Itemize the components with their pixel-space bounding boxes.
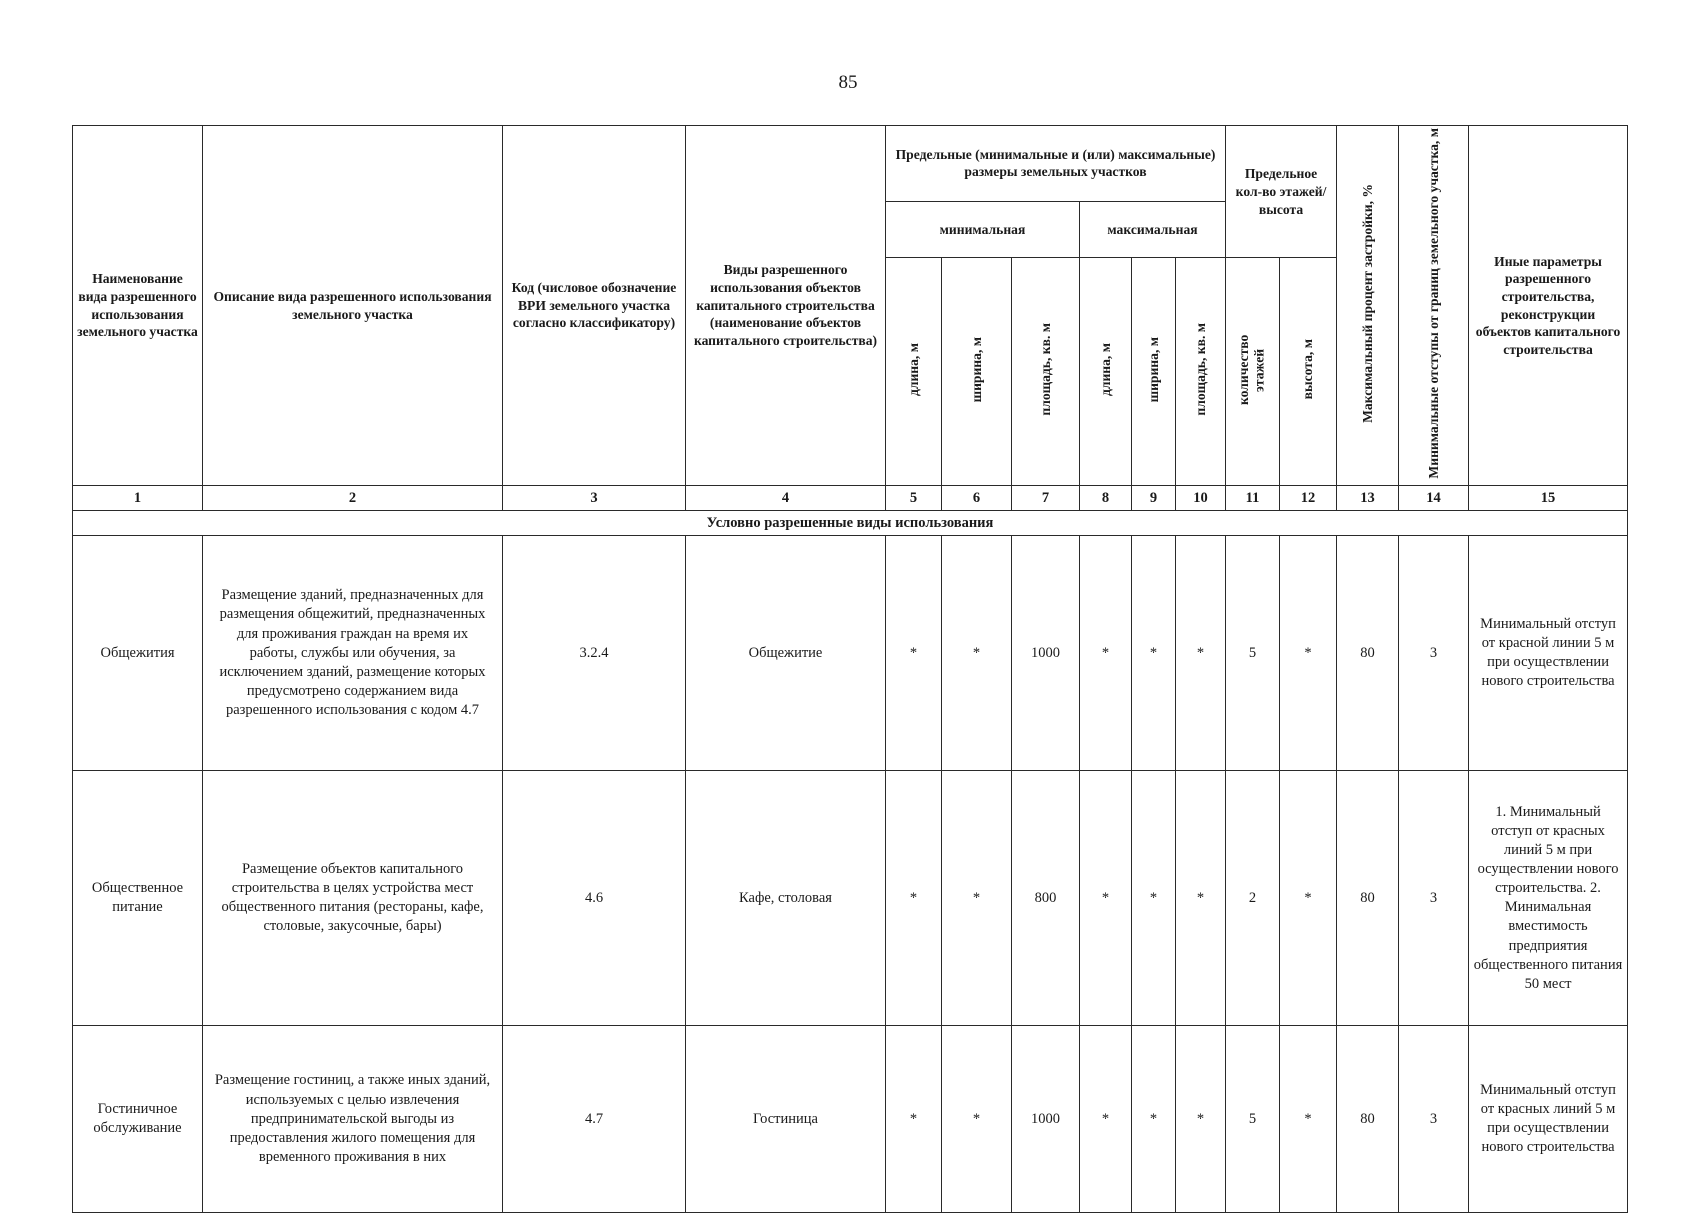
header-row-1 — [73, 126, 1628, 202]
cell-name: Гостиничное обслуживание — [73, 1026, 203, 1213]
column-number: 9 — [1132, 486, 1176, 511]
cell-other: 1. Минимальный отступ от красных линий 5 м при осуществлении нового строительства. 2. Минимальная вместимость предприятия общественного питания 50 мест — [1469, 771, 1628, 1026]
cell-height: * — [1280, 771, 1337, 1026]
header-other-params: Иные параметры разрешенного строительства, реконструкции объектов капитального строительства — [1469, 126, 1628, 486]
cell-other: Минимальный отступ от красных линий 5 м при осуществлении нового строительства — [1469, 1026, 1628, 1213]
column-numbers-row — [73, 486, 1628, 511]
header-min-area-label: площадь, кв. м — [1037, 323, 1053, 416]
cell-min-setback: 3 — [1399, 771, 1469, 1026]
cell-min-setback: 3 — [1399, 1026, 1469, 1213]
header-max-percent — [1337, 126, 1399, 486]
page-number: 85 — [838, 72, 858, 93]
header-min-width-label: ширина, м — [968, 336, 984, 403]
cell-max-length: * — [1080, 536, 1132, 771]
column-number: 6 — [942, 486, 1012, 511]
cell-min-length: * — [886, 1026, 942, 1213]
cell-max-percent: 80 — [1337, 1026, 1399, 1213]
cell-description: Размещение гостиниц, а также иных зданий, используемых с целью извлечения предпринимательской выгоды из предоставления жилого помещения для временного проживания в них — [203, 1026, 503, 1213]
header-max-width — [1132, 258, 1176, 486]
cell-name: Общежития — [73, 536, 203, 771]
header-max-area — [1176, 258, 1226, 486]
header-min-area — [1012, 258, 1080, 486]
cell-min-setback: 3 — [1399, 536, 1469, 771]
column-number: 13 — [1337, 486, 1399, 511]
cell-height: * — [1280, 536, 1337, 771]
column-number: 11 — [1226, 486, 1280, 511]
header-max-percent-label: Максимальный процент застройки, % — [1359, 183, 1375, 423]
cell-max-width: * — [1132, 1026, 1176, 1213]
header-floors-count-label: количество этажей — [1235, 334, 1267, 405]
cell-min-area: 800 — [1012, 771, 1080, 1026]
column-number: 3 — [503, 486, 686, 511]
cell-max-length: * — [1080, 771, 1132, 1026]
cell-floors: 5 — [1226, 1026, 1280, 1213]
header-min-setback — [1399, 126, 1469, 486]
header-max-length — [1080, 258, 1132, 486]
header-floors-count — [1226, 258, 1280, 486]
header-min-length — [886, 258, 942, 486]
cell-other: Минимальный отступ от красной линии 5 м при осуществлении нового строительства — [1469, 536, 1628, 771]
cell-min-width: * — [942, 1026, 1012, 1213]
column-number: 14 — [1399, 486, 1469, 511]
cell-object-type: Кафе, столовая — [686, 771, 886, 1026]
header-group-sizes: Предельные (минимальные и (или) максимальные) размеры земельных участков — [886, 126, 1226, 202]
section-title-row — [73, 511, 1628, 536]
cell-name: Общественное питание — [73, 771, 203, 1026]
cell-max-width: * — [1132, 536, 1176, 771]
column-number: 2 — [203, 486, 503, 511]
header-min-width — [942, 258, 1012, 486]
section-title: Условно разрешенные виды использования — [73, 511, 1628, 536]
cell-min-width: * — [942, 536, 1012, 771]
cell-max-percent: 80 — [1337, 771, 1399, 1026]
cell-object-type: Общежитие — [686, 536, 886, 771]
cell-object-type: Гостиница — [686, 1026, 886, 1213]
cell-code: 3.2.4 — [503, 536, 686, 771]
header-group-floors: Предельное кол-во этажей/высота — [1226, 126, 1337, 258]
cell-max-area: * — [1176, 1026, 1226, 1213]
cell-max-area: * — [1176, 536, 1226, 771]
header-code: Код (числовое обозначение ВРИ земельного участка согласно классификатору) — [503, 126, 686, 486]
cell-min-length: * — [886, 536, 942, 771]
header-max-width-label: ширина, м — [1145, 336, 1161, 403]
column-number: 10 — [1176, 486, 1226, 511]
table-row — [73, 1026, 1628, 1213]
column-number: 12 — [1280, 486, 1337, 511]
cell-max-width: * — [1132, 771, 1176, 1026]
cell-floors: 5 — [1226, 536, 1280, 771]
header-max-area-label: площадь, кв. м — [1192, 323, 1208, 416]
cell-min-width: * — [942, 771, 1012, 1026]
cell-max-length: * — [1080, 1026, 1132, 1213]
table-row — [73, 536, 1628, 771]
column-number: 5 — [886, 486, 942, 511]
column-number: 8 — [1080, 486, 1132, 511]
cell-description: Размещение зданий, предназначенных для размещения общежитий, предназначенных для проживания граждан на время их работы, службы или обучения, за исключением зданий, размещение которых предусмотрено содержанием вида разрешенного использования с кодом 4.7 — [203, 536, 503, 771]
cell-height: * — [1280, 1026, 1337, 1213]
table-row — [73, 771, 1628, 1026]
column-number: 4 — [686, 486, 886, 511]
cell-min-area: 1000 — [1012, 536, 1080, 771]
header-group-max: максимальная — [1080, 201, 1226, 258]
header-group-min: минимальная — [886, 201, 1080, 258]
cell-min-area: 1000 — [1012, 1026, 1080, 1213]
header-object-types: Виды разрешенного использования объектов капитального строительства (наименование объектов капитального строительства) — [686, 126, 886, 486]
column-number: 1 — [73, 486, 203, 511]
header-max-length-label: длина, м — [1097, 343, 1113, 397]
cell-min-length: * — [886, 771, 942, 1026]
header-height — [1280, 258, 1337, 486]
column-number: 7 — [1012, 486, 1080, 511]
cell-code: 4.6 — [503, 771, 686, 1026]
header-height-label: высота, м — [1300, 339, 1316, 400]
header-min-setback-label: Минимальные отступы от границ земельного участка, м — [1425, 128, 1441, 479]
cell-max-area: * — [1176, 771, 1226, 1026]
cell-description: Размещение объектов капитального строительства в целях устройства мест общественного питания (рестораны, кафе, столовые, закусочные, бары) — [203, 771, 503, 1026]
header-description: Описание вида разрешенного использования земельного участка — [203, 126, 503, 486]
column-number: 15 — [1469, 486, 1628, 511]
header-name: Наименование вида разрешенного использования земельного участка — [73, 126, 203, 486]
cell-max-percent: 80 — [1337, 536, 1399, 771]
cell-floors: 2 — [1226, 771, 1280, 1026]
cell-code: 4.7 — [503, 1026, 686, 1213]
header-min-length-label: длина, м — [905, 343, 921, 397]
zoning-parameters-table — [72, 125, 1628, 1213]
